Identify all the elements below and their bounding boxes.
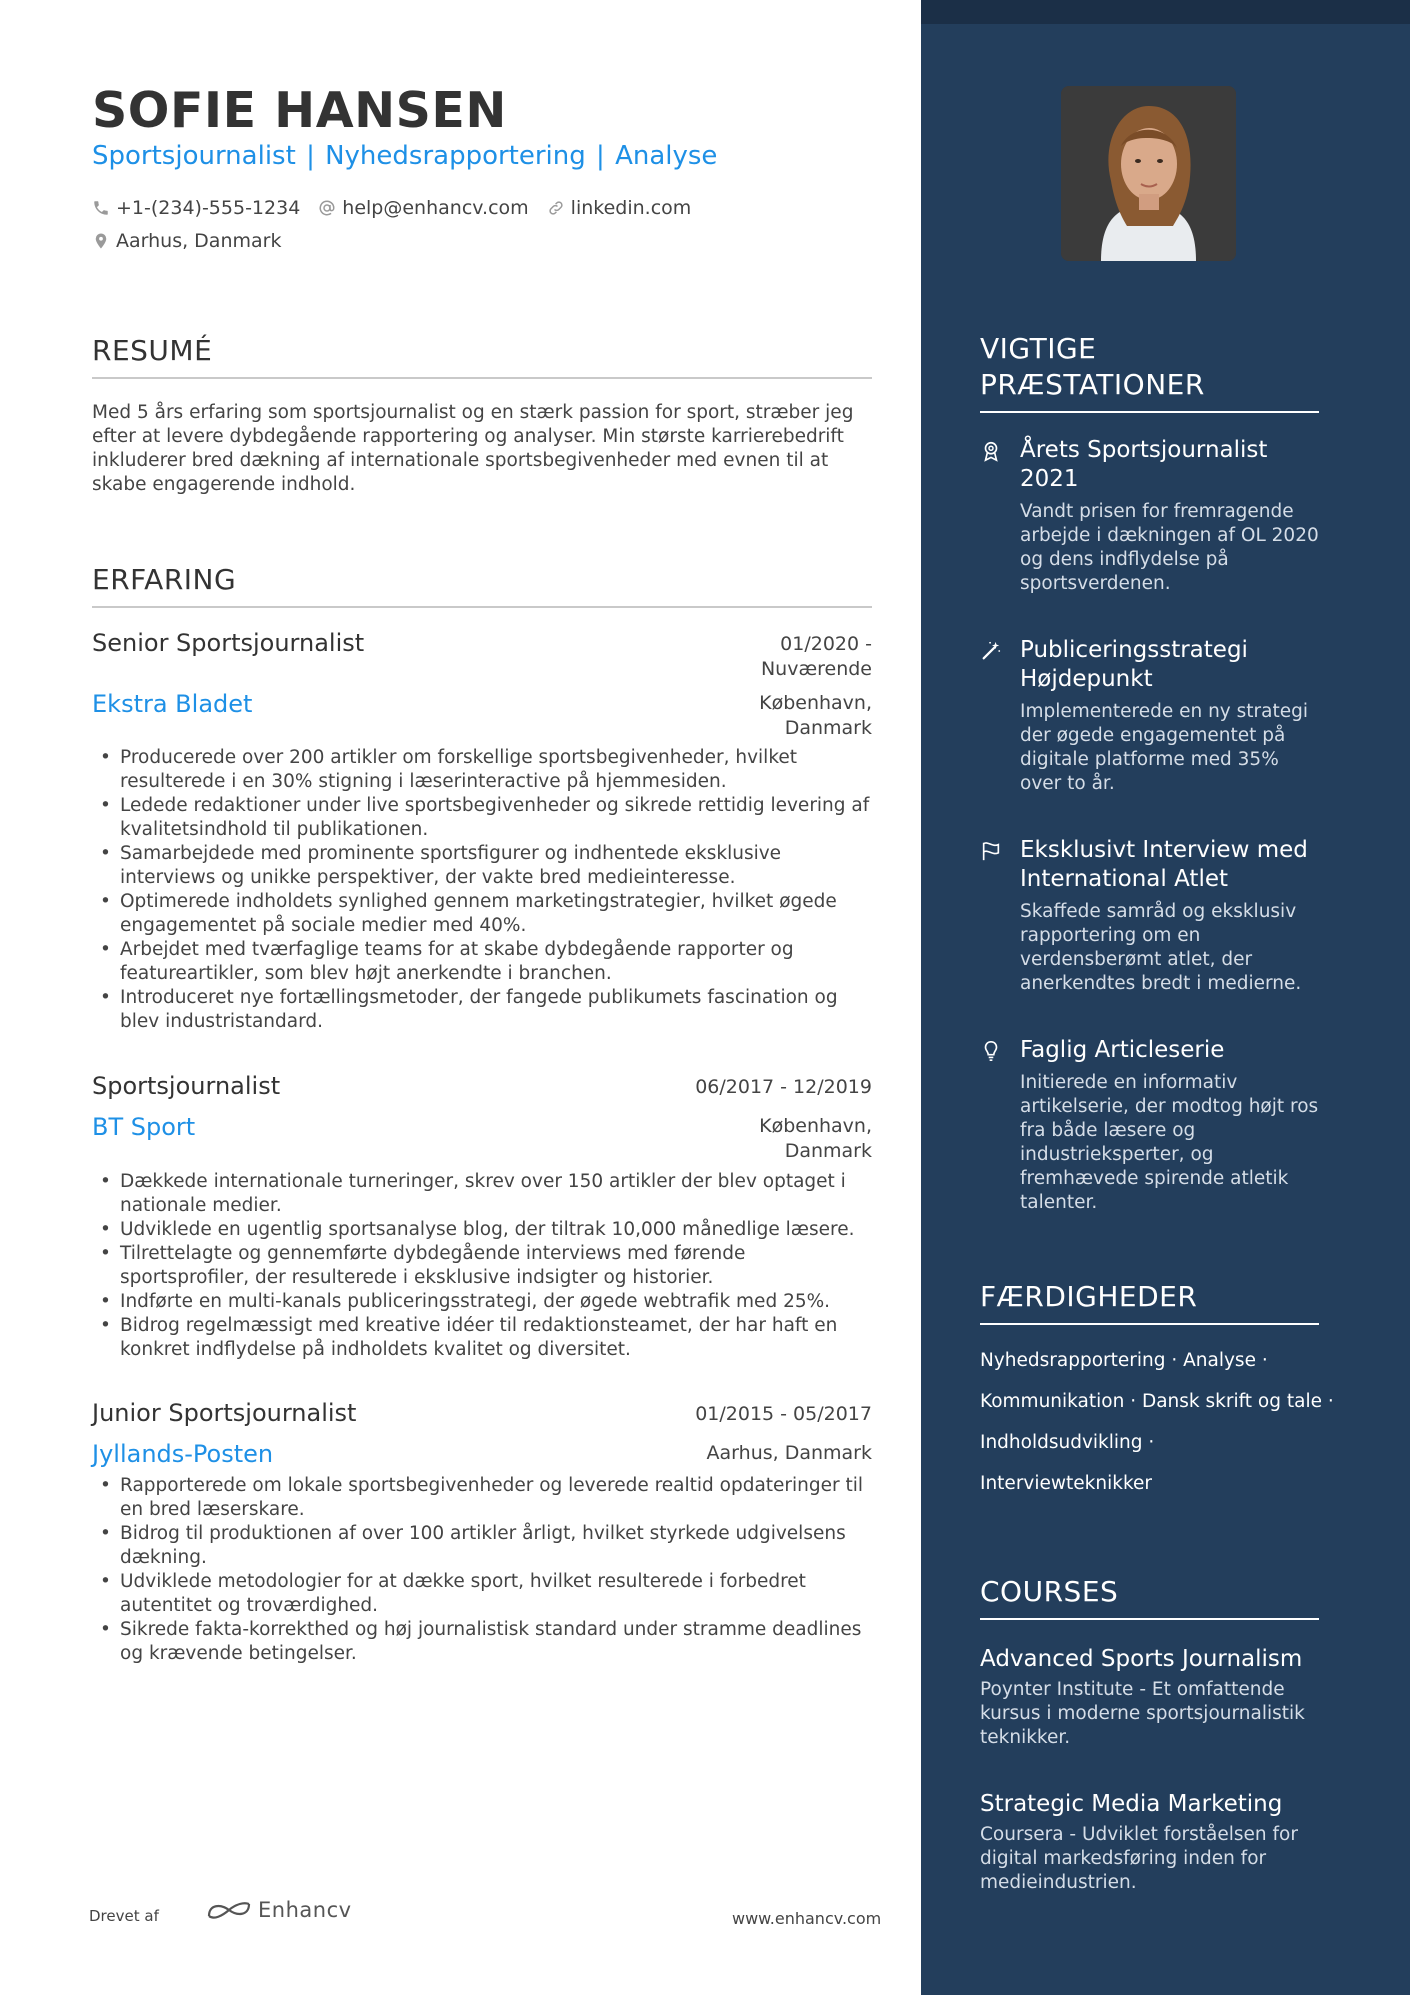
job-location [759,1114,872,1164]
enhancv-logo-icon [206,1898,252,1922]
courses-section-title: COURSES [980,1574,1319,1620]
skills-line: Kommunikation · Dansk skrift og tale · [980,1391,1334,1412]
company-name: Jyllands-Posten [92,1440,274,1468]
headline-separator: | [596,141,605,171]
course-item [980,1644,1325,1750]
contact-phone[interactable] [92,197,300,219]
job-bullets [92,1474,872,1666]
job-location-line: København, [759,1115,872,1137]
skills-line: Interviewteknikker [980,1473,1152,1494]
link-icon [547,199,565,217]
profile-photo [1061,86,1236,261]
achievement-title: Faglig Articleserie [1020,1037,1225,1063]
candidate-name: SOFIE HANSEN [92,82,507,139]
profile-photo-illustration [1061,86,1236,261]
summary-text: Med 5 års erfaring som sportsjournalist og en stærk passion for sport, stræber jeg efter at levere dybdegående rapportering og analyser. Min største karrierebedrift inkluderer bred dækning af internationale sportsbegivenheder med evnen til at skabe engagerende indhold. [92,402,854,495]
job-title: Sportsjournalist [92,1072,281,1100]
course-description: Poynter Institute - Et omfattende kursus i moderne sportsjournalistik teknikker. [980,1679,1305,1748]
job-bullet: • Tilrettelagte og gennemførte dybdegående interviews med førende sportsprofiler, der resulterede i eksklusive indsigter og historier. [92,1242,872,1290]
enhancv-brand-text: Enhancv [258,1898,352,1922]
experience-section-title: ERFARING [92,563,872,608]
contact-email[interactable] [318,197,528,219]
course-description: Coursera - Udviklet forståelsen for digital markedsføring inden for medieindustrien. [980,1824,1298,1893]
job-bullet: • Bidrog regelmæssigt med kreative idéer til redaktionsteamet, der har haft en konkret indflydelse på indholdets kvalitet og diversitet. [92,1314,872,1362]
at-icon [318,199,336,217]
contact-row [92,197,709,219]
job-date-line: Nuværende [760,658,872,680]
skills-list [980,1340,1340,1504]
job-bullets [92,1170,872,1362]
email-text: help@enhancv.com [342,197,529,219]
job-location [707,1441,872,1466]
location-text: Aarhus, Danmark [116,230,282,252]
sidebar-top-bar [921,0,1410,24]
job-date-line: 06/2017 - 12/2019 [695,1076,872,1098]
job-bullet: • Indførte en multi-kanals publiceringsstrategi, der øgede webtrafik med 25%. [92,1290,872,1314]
summary-section-title: RESUMÉ [92,334,872,379]
skills-section-title: FÆRDIGHEDER [980,1279,1319,1325]
phone-text: +1-(234)-555-1234 [116,197,301,219]
job-bullet: • Samarbejdede med prominente sportsfigurer og indhentede eksklusive interviews og unikke perspektiver, der vakte bred medieinteresse. [92,842,872,890]
sidebar [921,0,1410,1995]
company-name: BT Sport [92,1113,196,1141]
achievement-description: Skaffede samråd og eksklusiv rapportering om en verdensberømt atlet, der anerkendtes bredt i medierne. [1020,901,1302,994]
powered-by-label: Drevet af [89,1907,159,1925]
job-bullet: • Dækkede internationale turneringer, skrev over 150 artikler der blev optaget i nationale medier. [92,1170,872,1218]
achievement-item [980,636,1325,796]
achievements-section-title: VIGTIGE PRÆSTATIONER [980,331,1319,413]
course-title: Advanced Sports Journalism [980,1646,1303,1672]
phone-icon [92,199,110,217]
achievement-description: Vandt prisen for fremragende arbejde i dækningen af OL 2020 og dens indflydelse på sportsverdenen. [1020,501,1319,594]
job-location-line: København, [759,692,872,714]
enhancv-logo[interactable] [206,1898,352,1922]
job-bullet: • Arbejdet med tværfaglige teams for at skabe dybdegående rapporter og featureartikler, som blev højt anerkendte i branchen. [92,938,872,986]
achievement-title: Publiceringsstrategi Højdepunkt [1020,637,1248,692]
headline-item: Nyhedsrapportering [325,141,586,171]
location-pin-icon [92,232,110,250]
award-icon [980,440,1002,462]
job-bullet: • Udviklede metodologier for at dække sport, hvilket resulterede i forbedret autentitet og troværdighed. [92,1570,872,1618]
lightbulb-icon [980,1040,1002,1062]
skills-line: Indholdsudvikling · [980,1432,1155,1453]
skills-line: Nyhedsrapportering · Analyse · [980,1350,1268,1371]
job-location-line: Aarhus, Danmark [706,1442,872,1464]
job-bullets [92,746,872,1034]
course-title: Strategic Media Marketing [980,1791,1283,1817]
job-location [759,691,872,741]
contact-linkedin[interactable] [547,197,692,219]
job-bullet: • Ledede redaktioner under live sportsbegivenheder og sikrede rettidig levering af kvalitetsindhold til publikationen. [92,794,872,842]
job-bullet: • Rapporterede om lokale sportsbegivenheder og leverede realtid opdateringer til en bred læserskare. [92,1474,872,1522]
job-date-line: 01/2020 - [780,633,872,655]
job-location-line: Danmark [784,717,872,739]
course-item [980,1789,1325,1895]
headline [92,141,717,171]
achievement-item [980,1036,1325,1215]
achievement-description: Implementerede en ny strategi der øgede engagementet på digitale platforme med 35% over to år. [1020,701,1308,794]
job-title: Junior Sportsjournalist [92,1399,357,1427]
job-date [761,632,872,682]
achievement-title: Årets Sportsjournalist 2021 [1020,437,1268,492]
company-name: Ekstra Bladet [92,690,253,718]
headline-item: Sportsjournalist [92,141,296,171]
achievement-description: Initierede en informativ artikelserie, der modtog højt ros fra både læsere og industrieksperter, og fremhævede spirende atletik talenter. [1020,1072,1319,1213]
achievement-title: Eksklusivt Interview med International Atlet [1020,837,1308,892]
contact-location [92,230,281,252]
footer-url[interactable]: www.enhancv.com [732,1909,882,1928]
job-bullet: • Bidrog til produktionen af over 100 artikler årligt, hvilket styrkede udgivelsens dækning. [92,1522,872,1570]
contact-row-location [92,230,299,252]
job-location-line: Danmark [784,1140,872,1162]
job-date [695,1075,872,1100]
job-date-line: 01/2015 - 05/2017 [695,1403,872,1425]
job-date [695,1402,872,1427]
job-bullet: • Sikrede fakta-korrekthed og høj journalistisk standard under stramme deadlines og krævende betingelser. [92,1618,872,1666]
job-bullet: • Producerede over 200 artikler om forskellige sportsbegivenheder, hvilket resulterede i en 30% stigning i læserinteractive på hjemmesiden. [92,746,872,794]
job-title: Senior Sportsjournalist [92,629,365,657]
achievement-item [980,836,1325,996]
flag-icon [980,840,1002,862]
magic-wand-icon [980,640,1002,662]
job-bullet: • Introduceret nye fortællingsmetoder, der fangede publikumets fascination og blev industristandard. [92,986,872,1034]
job-bullet: • Udviklede en ugentlig sportsanalyse blog, der tiltrak 10,000 månedlige læsere. [92,1218,872,1242]
job-bullet: • Optimerede indholdets synlighed gennem marketingstrategier, hvilket øgede engagementet på sociale medier med 40%. [92,890,872,938]
headline-separator: | [306,141,315,171]
achievement-item [980,436,1325,596]
linkedin-text: linkedin.com [570,197,692,219]
headline-item: Analyse [615,141,718,171]
